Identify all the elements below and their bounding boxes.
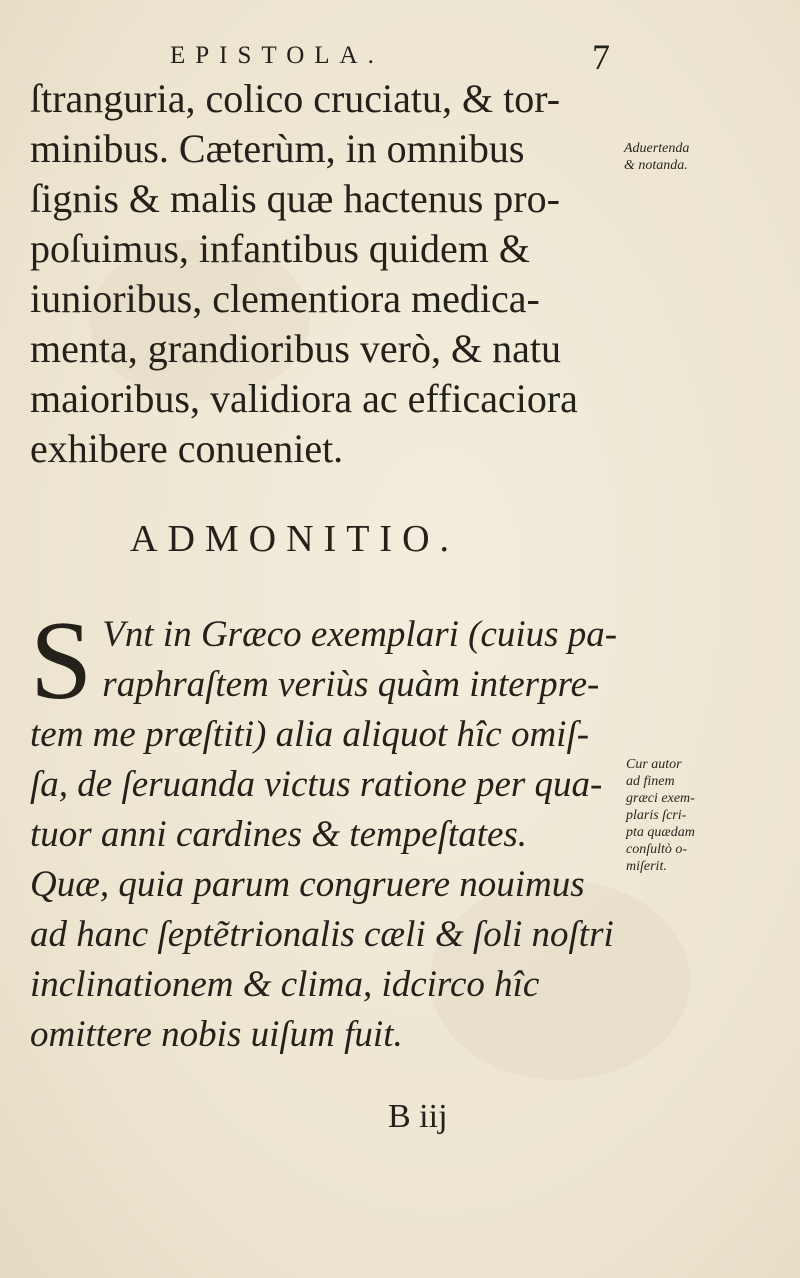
text-line: iunioribus, clementiora medica- bbox=[30, 276, 540, 321]
margin-note-line: Cur autor bbox=[626, 757, 682, 772]
page-number: 7 bbox=[592, 37, 610, 77]
text-line: ſignis & malis quæ hactenus pro- bbox=[30, 176, 560, 221]
drop-cap: S bbox=[30, 599, 93, 723]
text-line: omittere nobis uiſum fuit. bbox=[30, 1014, 403, 1055]
text-line: minibus. Cæterùm, in omnibus bbox=[30, 126, 525, 171]
margin-note-line: & notanda. bbox=[624, 158, 688, 173]
body-text bbox=[30, 74, 620, 474]
margin-note-line: plaris ſcri- bbox=[626, 808, 687, 823]
margin-note bbox=[626, 756, 695, 875]
text-line: ſa, de ſeruanda victus ratione per qua- bbox=[30, 764, 603, 805]
text-line: Quæ, quia parum congruere nouimus bbox=[30, 864, 585, 905]
margin-note-line: Aduertenda bbox=[624, 141, 690, 156]
text-line: raphraſtem veriùs quàm interpre- bbox=[102, 664, 600, 705]
text-line: inclinationem & clima, idcirco hîc bbox=[30, 964, 540, 1005]
margin-note bbox=[624, 140, 689, 174]
text-line: Vnt in Græco exemplari (cuius pa- bbox=[102, 614, 618, 655]
text-line: ſtranguria, colico cruciatu, & tor- bbox=[30, 76, 561, 121]
margin-note-line: miſerit. bbox=[626, 859, 667, 874]
text-line: maioribus, validiora ac efficaciora bbox=[30, 376, 578, 421]
text-line: exhibere conueniet. bbox=[30, 426, 344, 471]
text-line: tuor anni cardines & tempeſtates. bbox=[30, 814, 528, 855]
margin-note-line: pta quædam bbox=[626, 825, 695, 840]
text-line: menta, grandioribus verò, & natu bbox=[30, 326, 561, 371]
margin-note-line: græci exem- bbox=[626, 791, 695, 806]
running-title: EPISTOLA. bbox=[170, 42, 384, 69]
margin-note-line: conſultò o- bbox=[626, 842, 688, 857]
admonition-paragraph bbox=[30, 599, 620, 1060]
margin-note-line: ad finem bbox=[626, 774, 675, 789]
running-head bbox=[170, 38, 610, 78]
text-line: ad hanc ſeptẽtrionalis cæli & ſoli noſtri bbox=[30, 914, 614, 955]
signature-mark: B iij bbox=[388, 1098, 448, 1135]
text-line: poſuimus, infantibus quidem & bbox=[30, 226, 530, 271]
section-heading: ADMONITIO. bbox=[130, 518, 460, 560]
text-line: tem me præſtiti) alia aliquot hîc omiſ- bbox=[30, 714, 590, 755]
